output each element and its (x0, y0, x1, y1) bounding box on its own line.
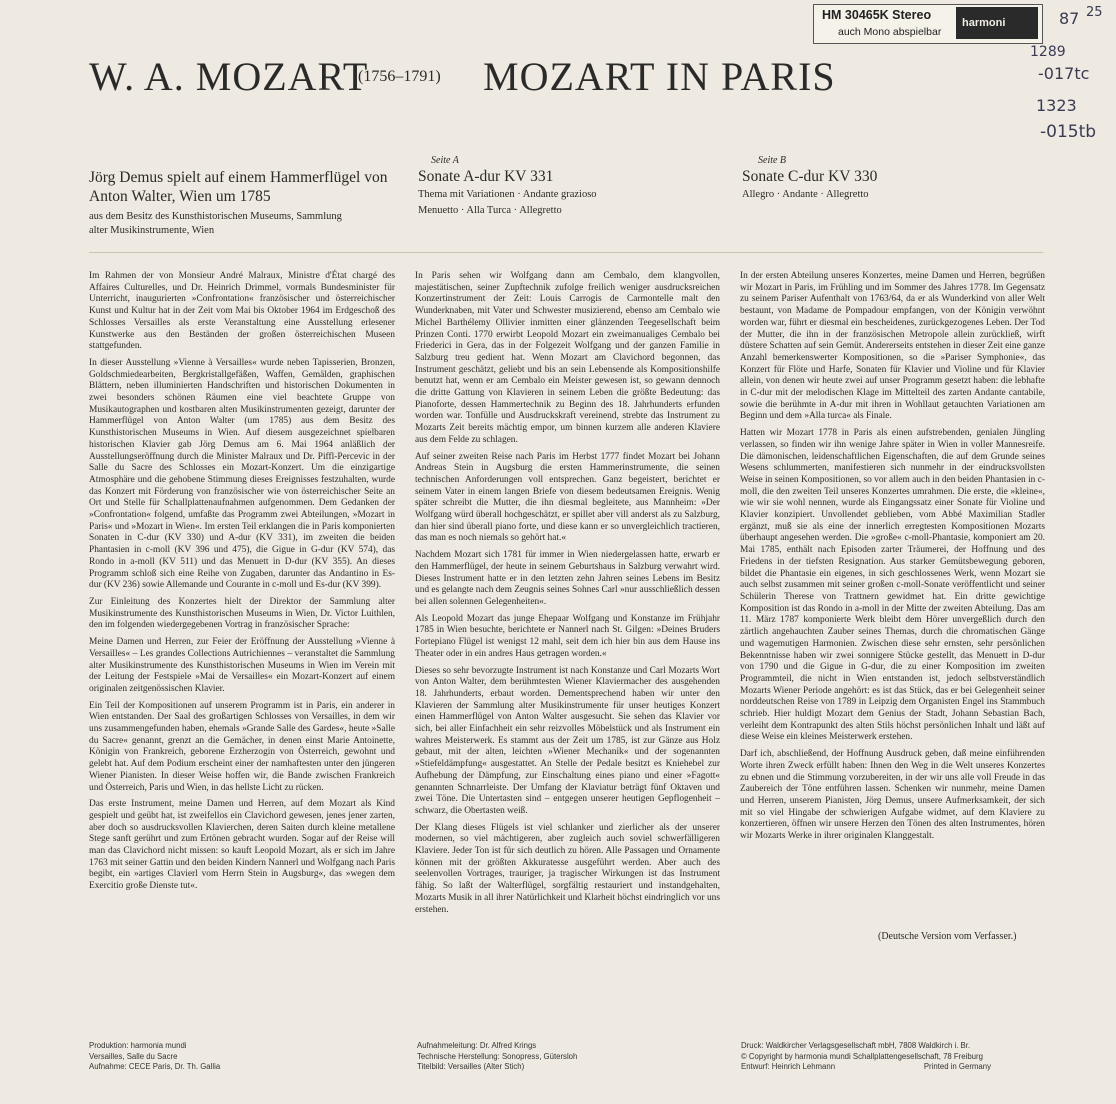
credit-line: Aufnahme: CECE Paris, Dr. Th. Gallia (89, 1062, 221, 1071)
paragraph: Der Klang dieses Flügels ist viel schlanker und zierlicher als der unserer modernen, so viel mächtigeren, aber zugleich auch soviel schwerfälligeren Klaviere. Jeder Ton ist für sich deutlich zu hören. Alle Passagen und Ornamente können mit der größten Akkuratesse ausgeführt werden. Aber auch des seelenvollen Vortrages, trauriger, ja tragischer Wirkungen ist das Instrument fähig. So laßt der Walterflügel, sorgfältig restauriert und instandgehalten, Mozarts Musik in all ihrer Natürlichkeit und Klarheit höchst eindringlich vor uns erstehen. (415, 822, 720, 915)
paragraph: Dieses so sehr bevorzugte Instrument ist nach Konstanze und Carl Mozarts Wort von Anton Walter, dem berühmtesten Wiener Klaviermacher des ausgehenden 18. Jahrhunderts, erbaut worden. Dementsprechend haben wir unter den Klavieren der Sammlung alter Musikinstrumente für unser heutiges Konzert einen Hammerflügel von Anton Walter ausgesucht. Sie sehen das Klavier vor sich, bei aller Einfachheit ein sehr reizvolles Möbelstück und als Instrument ein wahres Meisterwerk. Es stammt aus der Zeit um 1785, ist zur Gänze aus Holz gebaut, mit der alten, leichten »Wiener Mechanik« und der sogenannten »Stiefeldämpfung« ausgestattet. An Stelle der Pedale besitzt es Kniehebel zur Aufhebung der Dämpfung, zur Einschaltung eines piano und einer »Fagott« genannten Schnarrleiste. Der Umfang der Klaviatur beträgt fünf Oktaven und zwei Töne. Die Untertasten sind – entgegen unserer heutigen Gepflogenheit – schwarz, die Obertasten weiß. (415, 665, 720, 816)
harmonia-mundi-logo: harmoni (956, 7, 1038, 39)
instrument-provenance: aus dem Besitz des Kunsthistorischen Museums, Sammlung alter Musikinstrumente, Wien (89, 211, 342, 236)
credit-line: Titelbild: Versailles (Alter Stich) (417, 1062, 525, 1071)
paragraph: In dieser Ausstellung »Vienne à Versailles« wurde neben Tapisserien, Bronzen, Goldschmiedearbeiten, Bergkristallgefäßen, Waffen, Gemälden, graphischen Blättern, neben illuminierten Handschriften und historischen Dokumenten in zwei besonders schönen Räumen eine viel beachtete Gruppe von Musikautographen und kostbaren alten Musikinstrumenten gezeigt, darunter der Hammerflügel von Anton Walter (um 1785) aus dem Besitz des Kunsthistorischen Museums in Wien. Auf diesem ausgezeichnet spielbaren historischen Klavier gab Jörg Demus am 6. Mai 1964 anläßlich der Ausstellungseröffnung durch die Minister Malraux und Dr. Piffl-Percevic in der Salle du Sacre des Schlosses ein Mozart-Konzert. Um die einzigartige Atmosphäre und die gehobene Stimmung dieses Ereignisses festzuhalten, wurde das Konzert mit Förderung von französischer wie von österreichischer Seite an Ort und Stelle für Schallplattenaufnahmen aufgenommen. Dem Gedanken der »Confrontation« folgend, umfaßte das Programm zwei Abteilungen, »Mozart in Paris« und »Mozart in Wien«. Im ersten Teil erklangen die in Paris komponierten Sonaten in C-dur (KV 330) und A-dur (KV 331), im zweiten die beiden Phantasien in c-moll (KV 396 und 475), die Gigue in G-dur (KV 574), das Rondo in a-moll (KV 511) und das Menuett in D-dur (KV 355). An dieses Programm schloß sich eine Reihe von Zugaben, darunter das Andantino in Es-dur (KV 236) sowie Allemande und Courante in c-moll und Es-dur (KV 399). (89, 357, 395, 591)
credit-line: Aufnahmeleitung: Dr. Alfred Krings (417, 1041, 537, 1050)
text-column-2 (415, 271, 720, 921)
handwritten-number: 87 (1059, 9, 1080, 28)
handwritten-number: -015tb (1040, 122, 1097, 142)
mono-note: auch Mono abspielbar (838, 26, 942, 38)
credit-line: Printed in Germany (923, 1062, 991, 1071)
paragraph: Auf seiner zweiten Reise nach Paris im Herbst 1777 findet Mozart bei Johann Andreas Stein in Augsburg die ersten Hammerinstrumente, die seinen technischen Anforderungen voll entsprechen. Ganz begeistert, berichtet er seinem Vater in einem langen Briefe von diesem bedeutsamen Ereignis. Wenig später schreibt die Mutter, die ihn diesmal begleitete, aus Mannheim: »Der Wolfgang würd überall hochgeschätzt, er spillet aber vill anderst als zu Salzburg, dan hier sind überall piano forte, und diese kann er so unvergleichlich tractieren, das man es noch niemals so gehört hat.« (415, 451, 720, 544)
handwritten-number: 1323 (1036, 96, 1077, 115)
catalog-number: HM 30465K Stereo (822, 8, 932, 22)
composer-name: W. A. MOZART (89, 54, 369, 99)
composer-dates: (1756–1791) (358, 68, 441, 85)
paragraph: Hatten wir Mozart 1778 in Paris als einen aufstrebenden, genialen Jüngling verlassen, so finden wir ihn wenige Jahre später in Wien in voller Mannesreife. Die dämonischen, leidenschaftlichen Eigenschaften, die auf dem Grunde seines Wesens schlummerten, manifestieren sich nunmehr in der eindrucksvollsten Weise in seinen Kompositionen, so vor allem auch in den beiden Phantasien in c-moll, die den zweiten Teil unseres Konzertes umrahmen. Die erste, die »kleine«, wie wir sie wohl nennen, wurde als Eingangssatz einer Sonate für Violine und Klavier konzipiert. Unvollendet geblieben, vom Abbé Maximilian Stadler ergänzt, muß sie als eine der innerlich erregtesten Kompositionen Mozarts überhaupt angesehen werden. Die »große« c-moll-Phantasie, komponiert am 20. Mai 1785, enthält nach Episoden zarter Träumerei, der Hoffnung und des Friedens in der tiefsten Resignation. Aus starker Gemütsbewegung geboren, bildet die Phantasie ein eigenes, in sich geschlossenes Werk, wenn Mozart sie auch selbst zusammen mit seiner großen c-moll-Sonate veröffentlicht und seiner Schülerin Therese von Trattnern gewidmet hat. Ein dritte gewichtige Komposition ist das Rondo in a-moll in der Mitte der zweiten Abteilung. Das am 11. März 1787 komponierte Werk bleibt dem Hörer unvergeßlich durch den zärtlich angehauchten Zauber seines Themas, durch die chromatischen Gänge und wagemutigen Harmonien. Zwischen diese sehr ernsten, sehr persönlichen Bekenntnisse haben wir zwei sonnigere Stücke gestellt, das Menuett in D-dur von 1790 und die Gigue in G-dur, die zu einer Komposition im zweiten Programmteil, die nicht in Wien entstanden ist, jedoch selbstverständlich Mozarts Wiener Periode angehört: es ist das Stück, das er bei Gelegenheit seiner norddeutschen Reise von 1789 in Leipzig dem Organisten Engel ins Stammbuch schrieb. Hier huldigt Mozart dem Genius der Stadt, Johann Sebastian Bach, verleiht dem Kontrapunkt des alten Stils höchst persönlichen Inhalt und läßt auf diese Weise ein kleines Meisterwerk erstehen. (740, 428, 1045, 743)
divider (89, 252, 1043, 253)
credit-line: Technische Herstellung: Sonopress, Gütersloh (417, 1051, 578, 1061)
paragraph: In der ersten Abteilung unseres Konzertes, meine Damen und Herren, begrüßen wir Mozart in Paris, im Frühling und im Sommer des Jahres 1778. Im Gegensatz zu seinem Pariser Aufenthalt von 1763/64, da er als Wunderkind von aller Welt bestaunt, von Madame de Pompadour empfangen, von der Königin verwöhnt worden war, führt er diesmal ein bescheidenes, zurückgezogenes Leben. Der Tod der Mutter, die ihn in der französischen Metropole allein zurückließ, wirft düstere Schatten auf sein Gemüt. Andererseits entstehen in dieser Zeit eine ganze Anzahl bemerkenswerter Kompositionen, so die »Pariser Symphonie«, das Konzert für Flöte und Harfe, Sonaten für Klavier und Violine und für Klavier allein, von denen wir heute zwei auf unser Programm gesetzt haben: die lebhafte in C-dur mit der melodischen Klage im Mittelteil des zarten Andante cantabile, sowie die berühmte in A-dur mit ihren in Wohllaut getauchten Variationen am Beginn und dem »Alla turca« als Finale. (740, 271, 1045, 422)
paragraph: In Paris sehen wir Wolfgang dann am Cembalo, dem klangvollen, majestätischen, seiner Zupftechnik zufolge freilich weniger ausdrucksreichen Konzertinstrument der Zeit: Louis Carrogis de Carmontelle malt den Wunderknaben, mit Vater und Schwester musizierend, ebenso am Cembalo wie Michel Barthélemy Ollivier inmitten einer glänzenden Teegesellschaft beim Prinzen Conti. 1770 erwirbt Leopold Mozart ein zweimanualiges Cembalo bei Friederici in Gera, das in der Folgezeit Wolfgang und der ganzen Familie in Salzburg treu gedient hat. Wenn Mozart am Clavichord begonnen, das Instrument geschätzt, geliebt und bis an sein Lebensende als Kompositionshilfe benutzt hat, wenn er am Cembalo ein Meister gewesen ist, so gewann dennoch die dritte Gattung von Klavieren in seinem Leben die größte Bedeutung: das Pianoforte, dessen Hammertechnik zu Beginn des 18. Jahrhunderts erfunden worden war. Tonfülle und Ausdruckskraft vereinend, strebte das Instrument zu Mozarts Zeit bereits mächtig empor, um binnen kurzem alle anderen Klaviere aus dem Felde zu schlagen. (415, 271, 720, 445)
performer-line: Jörg Demus spielt auf einem Hammerflügel von Anton Walter, Wien um 1785 (89, 169, 388, 205)
credit-line: Produktion: harmonia mundi (89, 1041, 187, 1050)
credits-left (89, 1041, 220, 1073)
paragraph: Als Leopold Mozart das junge Ehepaar Wolfgang und Konstanze im Frühjahr 1785 in Wien besuchte, berichtete er Nannerl nach St. Gilgen: »Deines Bruders Fortepiano Flügel ist wenigst 12 mahl, seit dem ich hier bin aus dem Hause ins Theater oder in ein andres Haus getragen worden.« (415, 613, 720, 659)
text-column-1 (89, 271, 395, 898)
side-a-label: Seite A (431, 155, 459, 166)
side-a-sonata: Sonate A-dur KV 331 (418, 168, 554, 185)
credit-line: © Copyright by harmonia mundi Schallplattengesellschaft, 78 Freiburg (741, 1051, 983, 1061)
side-a-movements: Menuetto · Alla Turca · Allegretto (418, 205, 562, 216)
credit-row (741, 1062, 991, 1073)
paragraph: Meine Damen und Herren, zur Feier der Eröffnung der Ausstellung »Vienne à Versailles« – Les grandes Collections Autrichiennes – veranstaltet die Sammlung alter Musikinstrumente des Kunsthistorischen Museums in Wien im Verein mit der Leitung der Festspiele »Mai de Versailles« ein Mozart-Konzert auf einem originalen zeitgenössischen Klavier. (89, 637, 395, 694)
credits-middle (417, 1041, 577, 1073)
paragraph: Nachdem Mozart sich 1781 für immer in Wien niedergelassen hatte, erwarb er den Hammerflügel, der heute in seinem Geburtshaus in Salzburg verwahrt wird. Dieses Instrument hatte er in den letzten zehn Jahren seines Lebens im Besitz und es gelangte nach dem Zeugnis seines Sohnes Carl »nur ausschließlich dessen bei allen solennen Gelegenheiten«. (415, 550, 720, 607)
handwritten-number: 1289 (1030, 44, 1066, 60)
paragraph: Im Rahmen der von Monsieur André Malraux, Ministre d'État chargé des Affaires Culturelles, und Dr. Heinrich Drimmel, vormals Bundesminister für Unterricht, inaugurierten »Confrontation« französischer und österreichischer Kunst und Kultur hat in der Zeit vom Mai bis Oktober 1964 im Erdgeschoß des Schlosses Versailles als erste Veranstaltung eine Ausstellung erlesener Kunstwerke aus den Beständen der großen österreichischen Museen stattgefunden. (89, 271, 395, 352)
credit-line: Druck: Waldkircher Verlagsgesellschaft mbH, 7808 Waldkirch i. Br. (741, 1041, 971, 1050)
credit-line: Versailles, Salle du Sacre (89, 1051, 178, 1061)
side-a-movements: Thema mit Variationen · Andante grazioso (418, 189, 597, 200)
translation-note: (Deutsche Version vom Verfasser.) (878, 931, 1017, 942)
paragraph: Darf ich, abschließend, der Hoffnung Ausdruck geben, daß meine einführenden Worte ihren Zweck erfüllt haben: Ihnen den Weg in die Welt unseres Konzertes zu ebnen und die Stimmung vorzubereiten, in der wir uns alle voll Freude in das Zaubereich der Töne entführen lassen. Schenken wir nunmehr, meine Damen und Herren, unserem Pianisten, Jörg Demus, unsere Aufmerksamkeit, der sich mit so viel Hingabe der schwierigen Aufgabe widmet, auf dem Klaviere zu konzertieren, öffnen wir unsere Herzen den Tönen des alten Instrumentes, hören wir Mozarts Werke in ihrer originalen Klanggestalt. (740, 749, 1045, 842)
paragraph: Ein Teil der Kompositionen auf unserem Programm ist in Paris, ein anderer in Wien entstanden. Der Saal des großartigen Schlosses von Versailles, in dem wir uns zusammengefunden haben, ehemals »Grande Salle des Gardes«, heute »Salle du Sacre« genannt, grenzt an die Gemächer, in denen einst Marie Antoinette, Königin von Frankreich, geborene Erzherzogin von Österreich, gewohnt und gelebt hat. Auf dem Podium erscheint einer der namhaftesten unter den jüngeren Wiener Pianisten. In dieser Weise hoffen wir, die Bande zwischen Frankreich und Österreich, Paris und Wien, in das hellste Licht zu rücken. (89, 700, 395, 793)
side-b-label: Seite B (758, 155, 787, 166)
text-column-3 (740, 271, 1045, 848)
handwritten-number: -017tc (1038, 64, 1090, 83)
album-title: MOZART IN PARIS (483, 54, 836, 99)
side-b-sonata: Sonate C-dur KV 330 (742, 168, 878, 185)
side-b-movements: Allegro · Andante · Allegretto (742, 189, 869, 200)
paragraph: Zur Einleitung des Konzertes hielt der Direktor der Sammlung alter Musikinstrumente des Kunsthistorischen Museums in Wien, Dr. Victor Luithlen, den im folgenden wiedergegebenen Vortrag in französischer Sprache: (89, 596, 395, 631)
catalog-label-box (813, 4, 1043, 44)
credit-line: Entwurf: Heinrich Lehmann (741, 1062, 836, 1071)
handwritten-number: 25 (1086, 5, 1103, 20)
paragraph: Das erste Instrument, meine Damen und Herren, auf dem Mozart als Kind gespielt und geübt hat, ist zweifellos ein Clavichord gewesen, jenes jener zarten, aber doch so ausdrucksvollen Klavierchen, deren Saiten durch kleine metallene Stege sanft gerührt und zum Ertönen gebracht wurden. Sogar auf der Reise will man das Clavichord nicht missen: so kauft Leopold Mozart, als er sich im Jahre 1763 mit seiner Gattin und den beiden Kindern Nannerl und Wolfgang nach Paris begibt, ein »artiges Clavierl vom Herrn Stein in Augsburg«, das »wegen dem Exercitio große Dienste tut«. (89, 799, 395, 892)
credits-right (741, 1041, 1041, 1073)
